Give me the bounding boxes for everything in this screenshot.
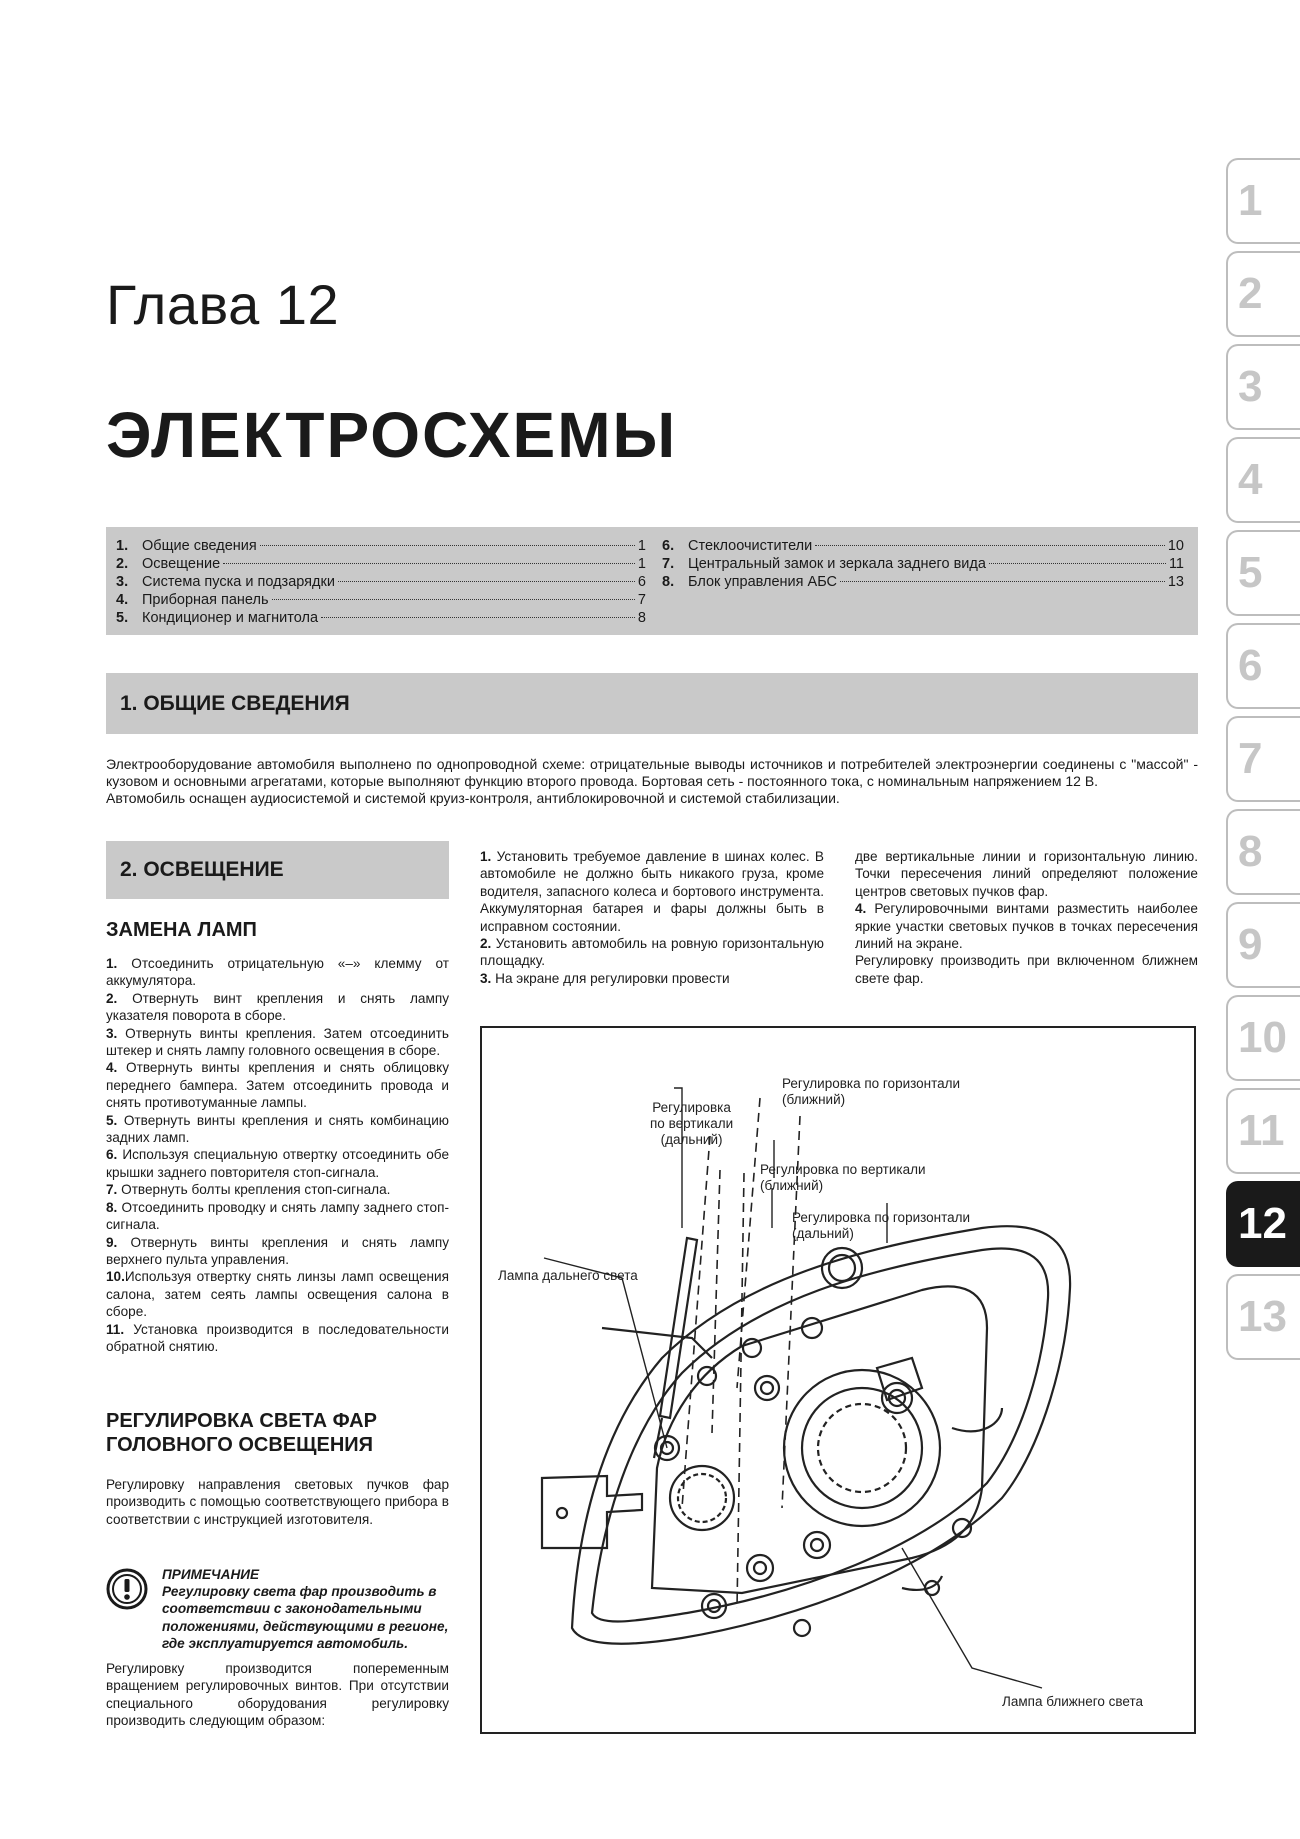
subheading-line: ГОЛОВНОГО ОСВЕЩЕНИЯ <box>106 1434 374 1456</box>
toc-entry-number: 8. <box>662 574 675 590</box>
toc-entry-title: Приборная панель <box>142 592 269 608</box>
subheading-lamp-replacement: ЗАМЕНА ЛАМП <box>106 919 257 941</box>
toc-entry-title: Общие сведения <box>142 538 257 554</box>
label-text: Регулировка по горизонтали (дальний) <box>792 1210 971 1241</box>
subheading-headlight-adjustment <box>106 1409 377 1457</box>
label-text: Регулировка по вертикали (дальний) <box>650 1100 734 1147</box>
chapter-tab-11[interactable]: 11 <box>1226 1088 1300 1174</box>
chapter-label: Глава 12 <box>106 273 340 336</box>
toc-entry[interactable] <box>116 609 646 627</box>
label-high-beam-lamp: Лампа дальнего света <box>498 1268 638 1283</box>
step-item <box>106 1112 449 1147</box>
toc-entry[interactable] <box>116 573 646 591</box>
toc-entry-number: 7. <box>662 556 675 572</box>
toc-dot-leader <box>815 545 1165 546</box>
chapter-tab-13[interactable]: 13 <box>1226 1274 1300 1360</box>
step-number: 2. <box>480 936 492 952</box>
step-number: 1. <box>106 956 118 971</box>
step-text: Отсоединить проводку и снять лампу заднего стоп-сигнала. <box>106 1199 449 1233</box>
step-text: На экране для регулировки провести <box>491 970 730 986</box>
label-low-beam-lamp: Лампа ближнего света <box>1002 1694 1144 1709</box>
toc-dot-leader <box>338 581 635 582</box>
label-horizontal-near <box>782 1076 960 1108</box>
step-text: Отвернуть болты крепления стоп-сигнала. <box>117 1182 391 1198</box>
toc-entry[interactable] <box>116 537 646 555</box>
toc-dot-leader <box>260 545 635 546</box>
toc-entry[interactable] <box>662 555 1184 573</box>
step-text: Отвернуть винты крепления и снять комбинацию задних ламп. <box>106 1112 449 1146</box>
adjustment-paragraph: Регулировку направления световых пучков фар производить с помощью соответствующего прибора в соответствии с инструкцией изготовителя. <box>106 1477 449 1527</box>
table-of-contents <box>106 527 1198 635</box>
toc-entry-page: 1 <box>637 556 646 572</box>
headlight-drawing <box>482 1028 1194 1732</box>
toc-entry-number: 6. <box>662 538 675 554</box>
step-number: 2. <box>106 990 118 1006</box>
note-title: ПРИМЕЧАНИЕ <box>162 1567 260 1582</box>
step-number: 1. <box>480 849 492 864</box>
step-text: Установить требуемое давление в шинах колес. В автомобиле не должно быть никакого груза, кроме водителя, запасного колеса и бортового инструмента. Аккумуляторная батарея и фары должны быть в исправном состоянии. <box>480 849 824 934</box>
step-number: 3. <box>480 970 492 986</box>
toc-entry-page: 7 <box>637 592 646 608</box>
chapter-title: ЭЛЕКТРОСХЕМЫ <box>106 399 678 471</box>
chapter-tab-3[interactable]: 3 <box>1226 344 1300 430</box>
step-number: 4. <box>106 1060 118 1076</box>
note-body: Регулировку света фар производить в соответствии с законодательными положениями, действующими в регионе, где эксплуатируется автомобиль. <box>162 1584 449 1651</box>
adjustment-paragraph: Регулировку производится попеременным вращением регулировочных винтов. При отсутствии специального оборудования регулировку производить следующим образом: <box>106 1661 449 1729</box>
label-text: Регулировка по вертикали (ближний) <box>760 1162 926 1193</box>
toc-entry-page: 6 <box>637 574 646 590</box>
toc-entry-number: 4. <box>116 592 129 608</box>
section-heading-lighting: 2. ОСВЕЩЕНИЕ <box>106 841 449 899</box>
step-text: Отвернуть винты крепления. Затем отсоединить штекер и снять лампу головного освещения в сборе. <box>106 1025 449 1059</box>
chapter-tab-4[interactable]: 4 <box>1226 437 1300 523</box>
toc-dot-leader <box>840 581 1165 582</box>
section-heading-general: 1. ОБЩИЕ СВЕДЕНИЯ <box>106 673 1198 734</box>
toc-dot-leader <box>321 617 635 618</box>
step-text: Отсоединить отрицательную «–» клемму от аккумулятора. <box>106 956 449 989</box>
toc-entry[interactable] <box>662 537 1184 555</box>
chapter-tab-2[interactable]: 2 <box>1226 251 1300 337</box>
step-item <box>106 1059 449 1111</box>
toc-column-left <box>116 537 646 627</box>
step-text: Установить автомобиль на ровную горизонтальную площадку. <box>480 936 824 969</box>
chapter-tab-1[interactable]: 1 <box>1226 158 1300 244</box>
toc-entry[interactable] <box>116 555 646 573</box>
toc-entry-number: 2. <box>116 556 129 572</box>
toc-entry[interactable] <box>662 573 1184 591</box>
toc-entry-title: Центральный замок и зеркала заднего вида <box>688 556 986 572</box>
intro-paragraph: Автомобиль оснащен аудиосистемой и системой круиз-контроля, антиблокировочной и системой стабилизации. <box>106 790 840 807</box>
step-text: Отвернуть винты крепления и снять лампу верхнего пульта управления. <box>106 1234 449 1267</box>
label-vertical-far <box>650 1100 733 1148</box>
toc-entry-title: Блок управления АБС <box>688 574 838 590</box>
step-number: 3. <box>106 1025 118 1041</box>
toc-dot-leader <box>989 563 1166 564</box>
step-number: 11. <box>106 1321 125 1337</box>
chapter-tab-9[interactable]: 9 <box>1226 902 1300 988</box>
step-item <box>480 935 824 970</box>
step-number: 9. <box>106 1234 118 1250</box>
toc-entry-page: 11 <box>1168 556 1184 572</box>
note-block <box>106 1566 449 1652</box>
step-number: 5. <box>106 1112 118 1128</box>
toc-entry-title: Освещение <box>142 556 221 572</box>
step-text: Регулировочными винтами разместить наиболее яркие участки световых пучков в точках пересечения линий на экране. <box>855 901 1198 952</box>
step-number: 10. <box>106 1269 125 1285</box>
step-item <box>106 1181 449 1198</box>
intro-text <box>106 756 1198 808</box>
toc-entry[interactable] <box>116 591 646 609</box>
step-item <box>106 1146 449 1181</box>
paragraph: Регулировку производить при включенном ближнем свете фар. <box>855 953 1198 986</box>
lamp-replacement-steps <box>106 955 449 1355</box>
label-vertical-near <box>760 1162 926 1194</box>
label-text: Регулировка по горизонтали (ближний) <box>782 1076 961 1107</box>
label-horizontal-far <box>792 1210 970 1242</box>
toc-entry-number: 3. <box>116 574 129 590</box>
chapter-tab-7[interactable]: 7 <box>1226 716 1300 802</box>
warning-icon <box>106 1568 148 1610</box>
note-text <box>162 1566 449 1652</box>
toc-entry-page: 8 <box>637 610 646 626</box>
step-item <box>106 1321 449 1356</box>
toc-entry-page: 13 <box>1167 574 1184 590</box>
toc-entry-number: 1. <box>116 538 129 554</box>
step-text: Используя специальную отвертку отсоединить обе крышки заднего повторителя стоп-сигнала. <box>106 1147 449 1180</box>
intro-paragraph: Электрооборудование автомобиля выполнено по однопроводной схеме: отрицательные выводы источников и потребителей электроэнергии соединены с "массой" - кузовом и основными агрегатами, которые выполняют функцию второго провода. Бортовая сеть - постоянного тока, с номинальным напряжением 12 В. <box>106 756 1198 790</box>
step-text: Отвернуть винт крепления и снять лампу указателя поворота в сборе. <box>106 990 449 1024</box>
headlight-diagram <box>480 1026 1196 1734</box>
toc-entry-page: 1 <box>637 538 646 554</box>
toc-entry-title: Стеклоочистители <box>688 538 813 554</box>
adjustment-steps <box>480 848 824 987</box>
step-number: 8. <box>106 1199 118 1215</box>
chapter-tab-6[interactable]: 6 <box>1226 623 1300 709</box>
chapter-tab-5[interactable]: 5 <box>1226 530 1300 616</box>
step-item <box>106 1199 449 1234</box>
chapter-tab-8[interactable]: 8 <box>1226 809 1300 895</box>
step-item <box>480 848 824 935</box>
chapter-tab-12[interactable]: 12 <box>1226 1181 1300 1267</box>
step-item <box>106 1025 449 1060</box>
step-item <box>106 1234 449 1269</box>
step-text: Отвернуть винты крепления и снять облицовку переднего бампера. Затем отсоединить провода и снять противотуманные лампы. <box>106 1060 449 1111</box>
toc-column-right <box>662 537 1184 591</box>
subheading-line: РЕГУЛИРОВКА СВЕТА ФАР <box>106 1410 377 1432</box>
toc-dot-leader <box>272 599 635 600</box>
step-number: 4. <box>855 901 867 917</box>
toc-entry-number: 5. <box>116 610 129 626</box>
step-item <box>106 1268 449 1320</box>
toc-entry-title: Кондиционер и магнитола <box>142 610 319 626</box>
toc-entry-title: Система пуска и подзарядки <box>142 574 335 590</box>
step-item <box>106 955 449 990</box>
toc-dot-leader <box>223 563 635 564</box>
paragraph: две вертикальные линии и горизонтальную линию. Точки пересечения линий определяют положение центров световых пучков фар. <box>855 849 1198 899</box>
step-item <box>480 970 824 987</box>
toc-entry-page: 10 <box>1167 538 1184 554</box>
adjustment-steps-continued <box>855 848 1198 987</box>
step-item <box>106 990 449 1025</box>
chapter-tab-10[interactable]: 10 <box>1226 995 1300 1081</box>
step-text: Установка производится в последовательности обратной снятию. <box>106 1321 449 1354</box>
step-number: 7. <box>106 1182 118 1198</box>
step-4 <box>855 900 1198 952</box>
step-text: Используя отвертку снять линзы ламп освещения салона, затем сеять лампы освещения салона в сборе. <box>106 1269 449 1320</box>
step-number: 6. <box>106 1147 118 1163</box>
